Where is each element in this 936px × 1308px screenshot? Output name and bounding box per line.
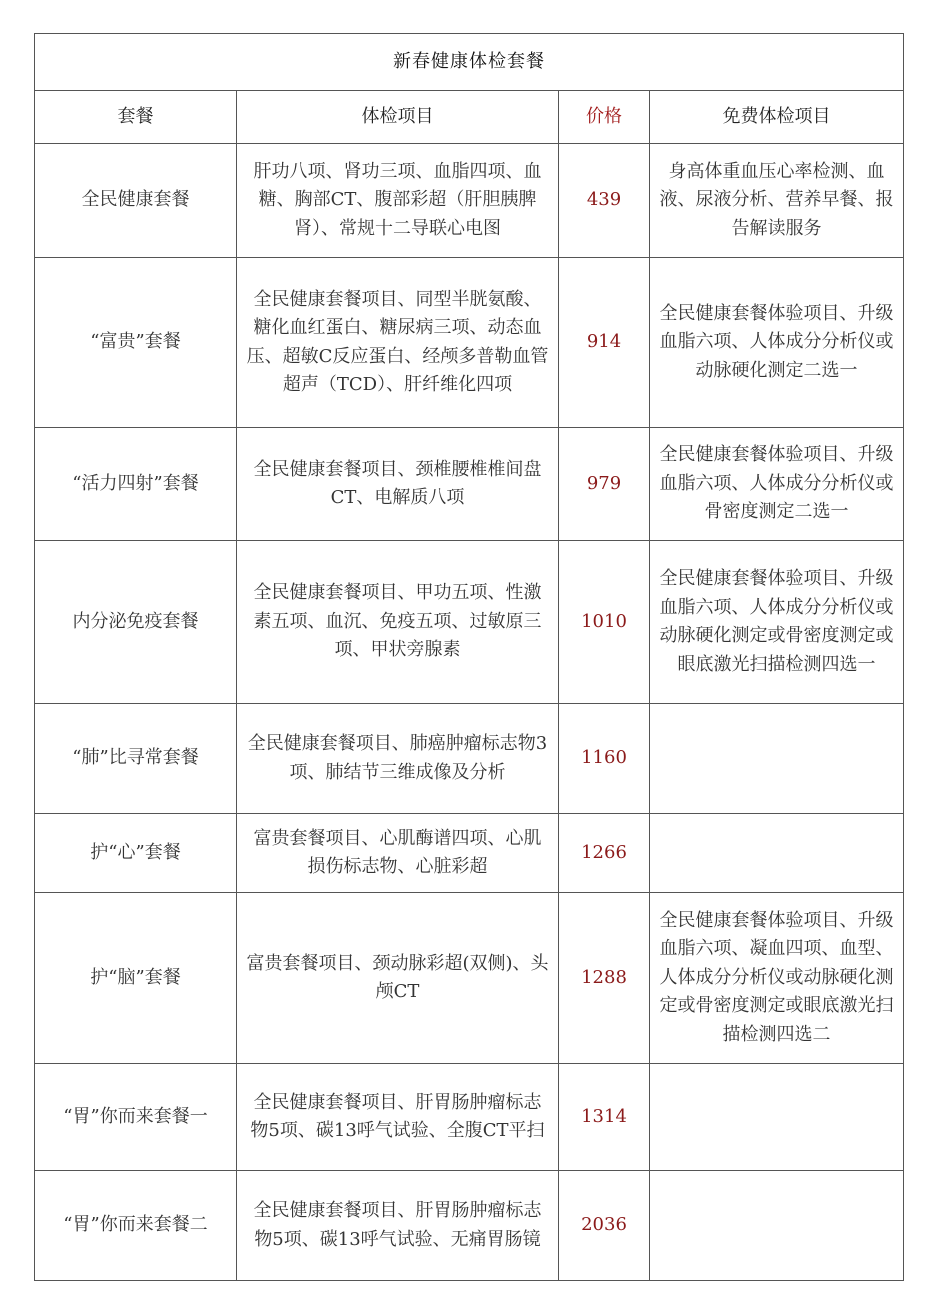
table-row — [35, 1171, 904, 1281]
table-row — [35, 704, 904, 814]
table-row — [35, 258, 904, 428]
package-free-items: 身高体重血压心率检测、血液、尿液分析、营养早餐、报告解读服务 — [650, 144, 904, 258]
health-checkup-package-table — [34, 33, 904, 1281]
table-row — [35, 428, 904, 541]
package-price: 1160 — [559, 704, 650, 814]
package-free-items: 全民健康套餐体验项目、升级血脂六项、凝血四项、血型、人体成分分析仪或动脉硬化测定或骨密度测定或眼底激光扫描检测四选二 — [650, 893, 904, 1064]
title-row — [35, 34, 904, 91]
table-row — [35, 893, 904, 1064]
package-price: 439 — [559, 144, 650, 258]
header-free-items: 免费体检项目 — [650, 91, 904, 144]
package-items: 全民健康套餐项目、肺癌肿瘤标志物3项、肺结节三维成像及分析 — [237, 704, 559, 814]
package-name: “胃”你而来套餐二 — [35, 1171, 237, 1281]
package-items: 富贵套餐项目、心肌酶谱四项、心肌损伤标志物、心脏彩超 — [237, 814, 559, 893]
package-price: 1314 — [559, 1064, 650, 1171]
package-free-items: 全民健康套餐体验项目、升级血脂六项、人体成分分析仪或动脉硬化测定二选一 — [650, 258, 904, 428]
package-free-items — [650, 704, 904, 814]
header-row — [35, 91, 904, 144]
package-price: 1010 — [559, 541, 650, 704]
package-free-items: 全民健康套餐体验项目、升级血脂六项、人体成分分析仪或动脉硬化测定或骨密度测定或眼底激光扫描检测四选一 — [650, 541, 904, 704]
package-items: 全民健康套餐项目、甲功五项、性激素五项、血沉、免疫五项、过敏原三项、甲状旁腺素 — [237, 541, 559, 704]
package-items: 全民健康套餐项目、肝胃肠肿瘤标志物5项、碳13呼气试验、无痛胃肠镜 — [237, 1171, 559, 1281]
package-name: 全民健康套餐 — [35, 144, 237, 258]
package-free-items — [650, 814, 904, 893]
package-name: 护“脑”套餐 — [35, 893, 237, 1064]
package-price: 2036 — [559, 1171, 650, 1281]
table-row — [35, 814, 904, 893]
header-package: 套餐 — [35, 91, 237, 144]
package-items: 全民健康套餐项目、同型半胱氨酸、糖化血红蛋白、糖尿病三项、动态血压、超敏C反应蛋白、经颅多普勒血管超声（TCD）、肝纤维化四项 — [237, 258, 559, 428]
table-row — [35, 1064, 904, 1171]
package-free-items: 全民健康套餐体验项目、升级血脂六项、人体成分分析仪或骨密度测定二选一 — [650, 428, 904, 541]
package-free-items — [650, 1171, 904, 1281]
header-price: 价格 — [559, 91, 650, 144]
package-price: 1266 — [559, 814, 650, 893]
package-name: “肺”比寻常套餐 — [35, 704, 237, 814]
package-name: 护“心”套餐 — [35, 814, 237, 893]
package-items: 富贵套餐项目、颈动脉彩超(双侧)、头颅CT — [237, 893, 559, 1064]
package-free-items — [650, 1064, 904, 1171]
package-price: 979 — [559, 428, 650, 541]
package-price: 1288 — [559, 893, 650, 1064]
package-name: 内分泌免疫套餐 — [35, 541, 237, 704]
package-items: 肝功八项、肾功三项、血脂四项、血糖、胸部CT、腹部彩超（肝胆胰脾肾）、常规十二导联心电图 — [237, 144, 559, 258]
table-row — [35, 144, 904, 258]
header-items: 体检项目 — [237, 91, 559, 144]
package-name: “胃”你而来套餐一 — [35, 1064, 237, 1171]
package-items: 全民健康套餐项目、颈椎腰椎椎间盘CT、电解质八项 — [237, 428, 559, 541]
table-row — [35, 541, 904, 704]
package-price: 914 — [559, 258, 650, 428]
table-title: 新春健康体检套餐 — [35, 34, 904, 91]
package-name: “富贵”套餐 — [35, 258, 237, 428]
package-items: 全民健康套餐项目、肝胃肠肿瘤标志物5项、碳13呼气试验、全腹CT平扫 — [237, 1064, 559, 1171]
package-name: “活力四射”套餐 — [35, 428, 237, 541]
